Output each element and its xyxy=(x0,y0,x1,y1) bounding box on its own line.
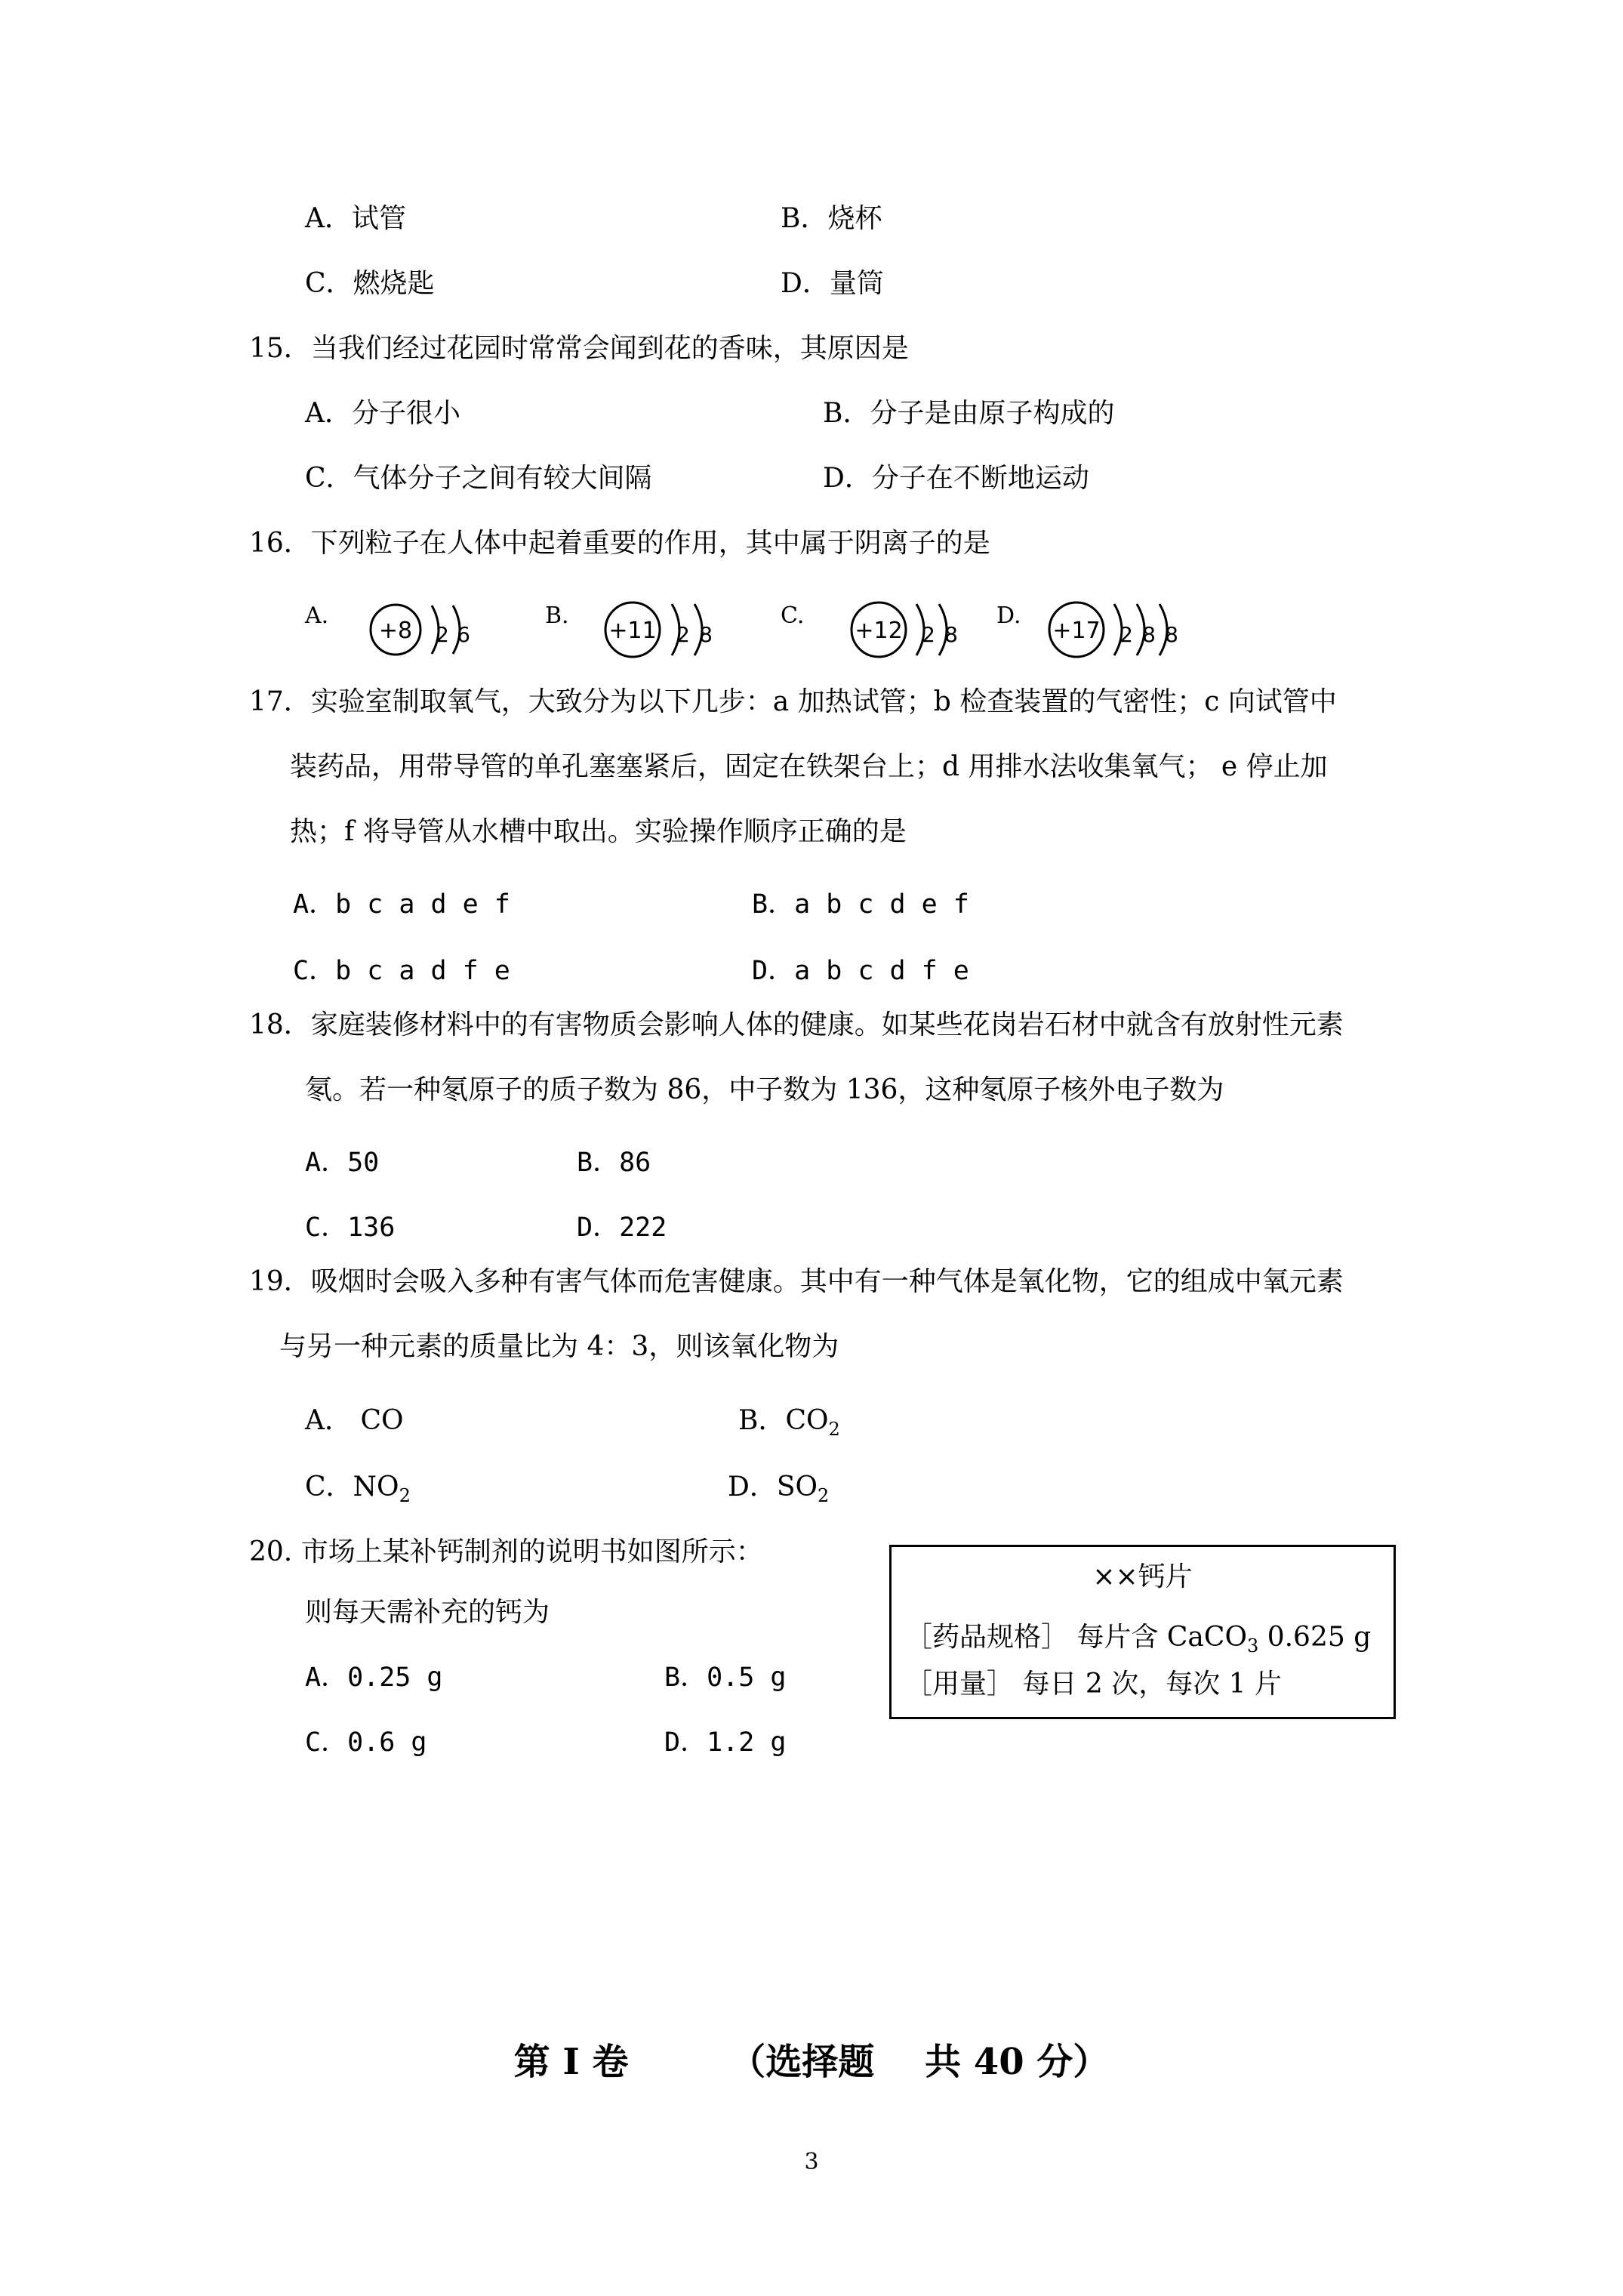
atom-structure-diagram-a xyxy=(305,595,501,655)
shell-electrons: 8 xyxy=(699,622,713,647)
section-title: 第 I 卷 （选择题 共 40 分） xyxy=(513,2041,1110,2083)
q16-option-b-label: B. xyxy=(545,603,569,629)
q20-stem: 20. 市场上某补钙制剂的说明书如图所示： xyxy=(249,1536,763,1567)
q15-option-d: D．分子在不断地运动 xyxy=(823,463,1089,494)
label-box-spec xyxy=(905,1621,1371,1663)
shell-electrons: 8 xyxy=(1142,622,1156,647)
q16-stem: 16．下列粒子在人体中起着重要的作用，其中属于阴离子的是 xyxy=(249,528,990,559)
q17-option-b: B．a b c d e f xyxy=(752,889,969,920)
q19-option-d xyxy=(728,1471,829,1512)
q18-option-c: C．136 xyxy=(305,1213,396,1243)
atom-structure-diagram-c xyxy=(781,595,977,655)
q18-stem-line1: 18．家庭装修材料中的有害物质会影响人体的健康。如某些花岗岩石材中就含有放射性元素 xyxy=(249,1009,1344,1040)
q20-option-b: B．0.5 g xyxy=(664,1663,787,1693)
shell-electrons: 2 xyxy=(676,622,690,647)
shell-electrons: 6 xyxy=(457,622,470,647)
q17-option-d: D．a b c d f e xyxy=(752,956,969,986)
q17-stem-line1: 17．实验室制取氧气，大致分为以下几步：a 加热试管；b 检查装置的气密性；c 向试管中 xyxy=(249,686,1337,717)
label-box-usage: ［用量］ 每日 2 次，每次 1 片 xyxy=(905,1669,1283,1700)
q14-option-b: B．烧杯 xyxy=(781,203,882,234)
q19-stem-line2: 与另一种元素的质量比为 4：3，则该氧化物为 xyxy=(279,1331,839,1362)
nucleus-charge: +8 xyxy=(378,618,413,644)
q18-option-a: A．50 xyxy=(305,1148,380,1178)
q17-stem-line3: 热；f 将导管从水槽中取出。实验操作顺序正确的是 xyxy=(290,816,907,847)
page-number: 3 xyxy=(804,2149,819,2175)
shell-electrons: 2 xyxy=(922,622,935,647)
q17-option-a: A．b c a d e f xyxy=(293,889,510,920)
q14-option-c: C．燃烧匙 xyxy=(305,268,435,299)
q19-option-c-text: C．NO xyxy=(305,1472,399,1502)
atom-structure-diagram-b xyxy=(545,595,741,655)
q14-option-a: A．试管 xyxy=(305,203,406,234)
nucleus-charge: +12 xyxy=(855,618,903,644)
q19-stem-line1: 19．吸烟时会吸入多种有害气体而危害健康。其中有一种气体是氧化物，它的组成中氧元素 xyxy=(249,1266,1344,1297)
q19-option-b xyxy=(738,1404,840,1446)
q17-stem-line2: 装药品，用带导管的单孔塞塞紧后，固定在铁架台上；d 用排水法收集氧气； e 停止加 xyxy=(290,751,1328,782)
q14-option-d: D．量筒 xyxy=(781,268,884,299)
q15-option-c: C．气体分子之间有较大间隔 xyxy=(305,463,652,494)
shell-electrons: 2 xyxy=(436,622,449,647)
atom-structure-diagram-d xyxy=(996,595,1223,655)
q19-option-d-text: D．SO xyxy=(728,1472,818,1502)
label-box-spec-amount: 0.625 g xyxy=(1258,1622,1372,1653)
nucleus-charge: +17 xyxy=(1052,618,1101,644)
q15-option-b: B．分子是由原子构成的 xyxy=(823,398,1115,429)
q20-stem-line2: 则每天需补充的钙为 xyxy=(305,1597,550,1628)
medication-label-box xyxy=(889,1545,1396,1719)
label-box-spec-text: ［药品规格］ 每片含 CaCO xyxy=(905,1622,1247,1653)
subscript: 2 xyxy=(818,1485,830,1506)
shell-electrons: 8 xyxy=(1165,622,1178,647)
q19-option-c xyxy=(305,1471,411,1512)
q19-option-a: A． CO xyxy=(305,1405,404,1436)
subscript: 2 xyxy=(828,1419,840,1440)
subscript: 2 xyxy=(399,1485,411,1506)
q16-option-c-label: C. xyxy=(781,603,805,629)
q18-option-d: D．222 xyxy=(577,1213,667,1243)
shell-electrons: 8 xyxy=(944,622,958,647)
q17-option-c: C．b c a d f e xyxy=(293,956,510,986)
shell-electrons: 2 xyxy=(1119,622,1133,647)
q18-stem-line2: 氡。若一种氡原子的质子数为 86，中子数为 136，这种氡原子核外电子数为 xyxy=(305,1074,1224,1105)
q18-option-b: B．86 xyxy=(577,1148,651,1178)
q19-option-b-text: B．CO xyxy=(738,1405,829,1436)
q16-option-a-label: A. xyxy=(305,603,329,629)
q20-option-d: D．1.2 g xyxy=(664,1727,787,1758)
q16-option-d-label: D. xyxy=(996,603,1021,629)
q20-option-a: A．0.25 g xyxy=(305,1663,443,1693)
q15-option-a: A．分子很小 xyxy=(305,398,460,429)
subscript: 3 xyxy=(1246,1635,1259,1657)
q20-option-c: C．0.6 g xyxy=(305,1727,427,1758)
q15-stem: 15．当我们经过花园时常常会闻到花的香味，其原因是 xyxy=(249,333,909,364)
label-box-title: ××钙片 xyxy=(1092,1561,1193,1592)
nucleus-charge: +11 xyxy=(608,618,657,644)
